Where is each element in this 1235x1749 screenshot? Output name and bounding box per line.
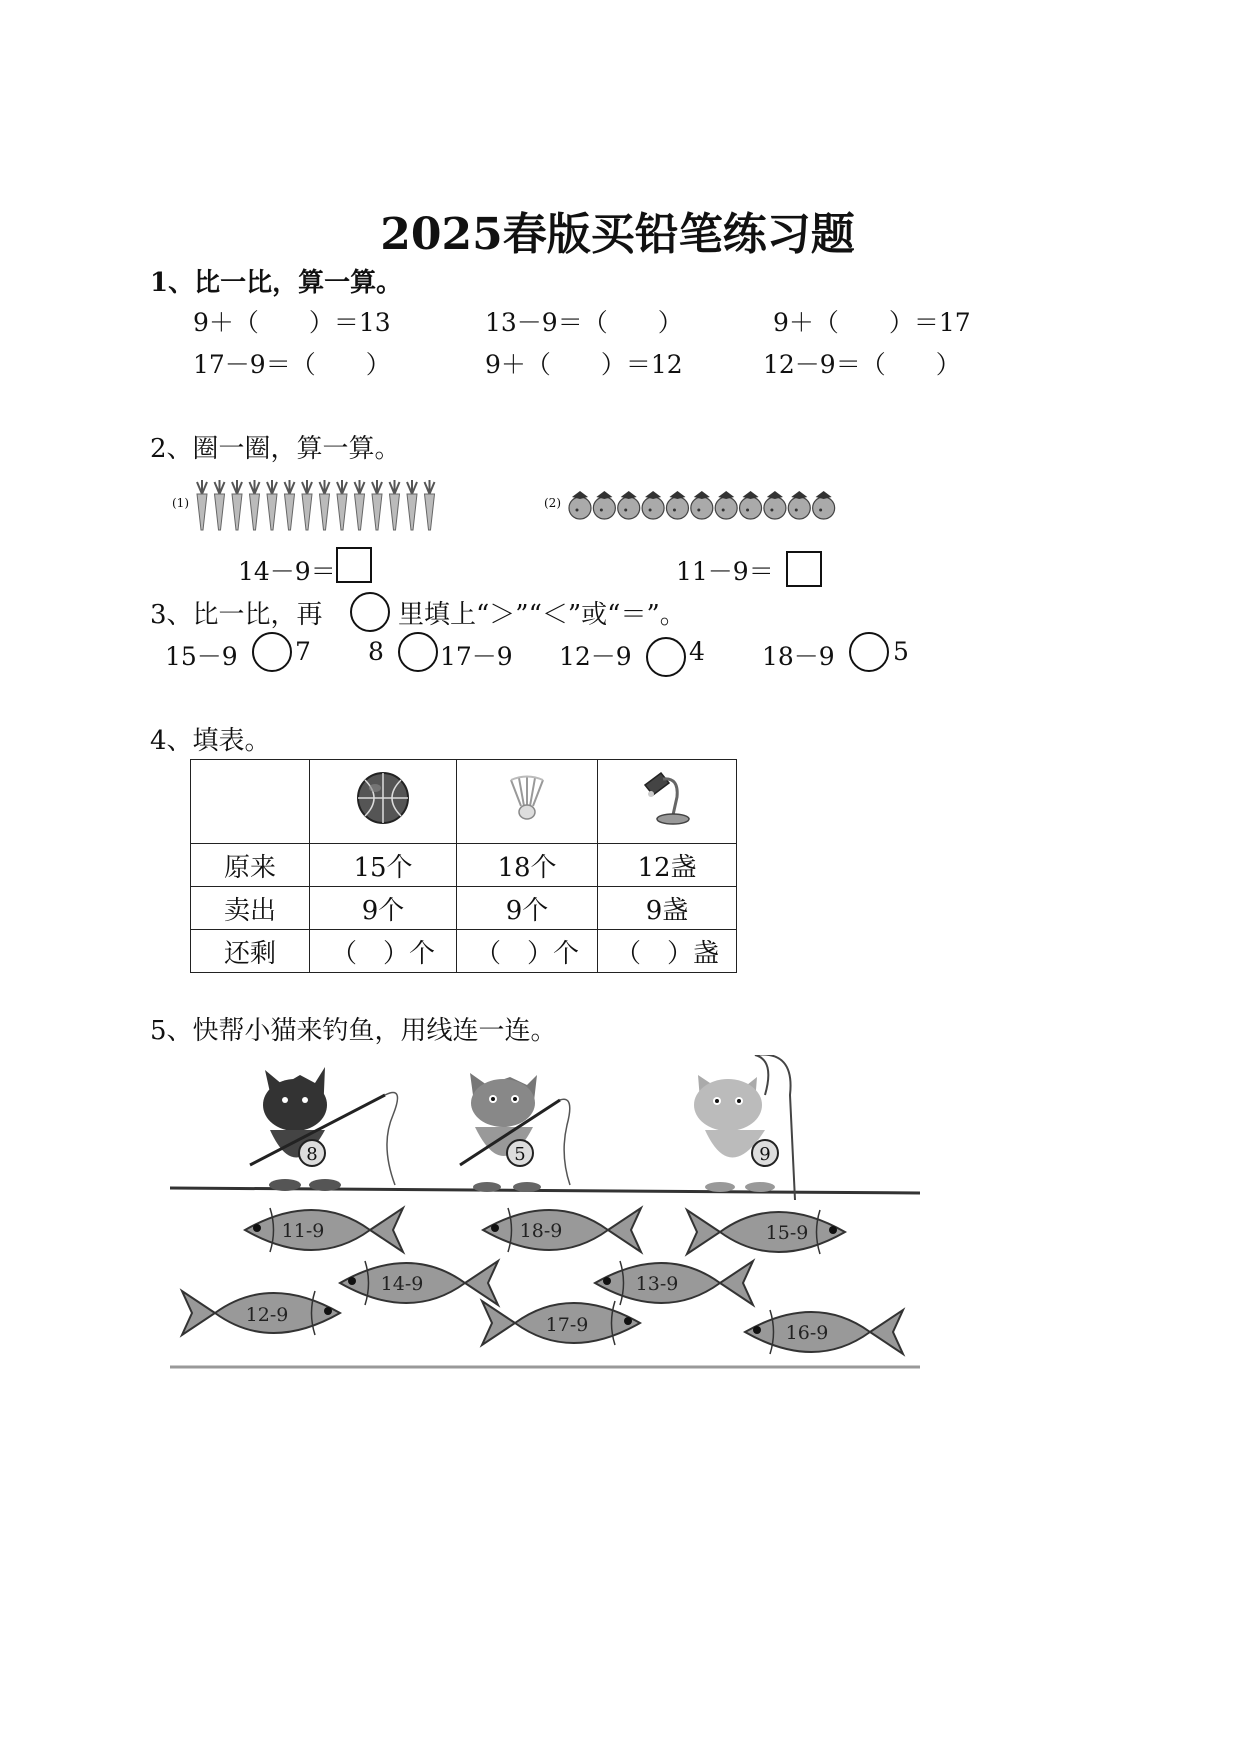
carrot-icon[interactable] (355, 480, 365, 530)
row-label: 卖出 (191, 887, 310, 930)
q1-eq: 12－9＝（ ） (763, 350, 961, 379)
q3-right: 5 (893, 637, 909, 666)
fill-table (190, 759, 737, 973)
answer-box[interactable] (336, 547, 372, 583)
row-label: 原来 (191, 844, 310, 887)
strawberry-icon[interactable] (593, 491, 615, 519)
carrot-icon[interactable] (232, 480, 242, 530)
carrot-icon[interactable] (407, 480, 417, 530)
cat-number: 8 (306, 1144, 318, 1165)
carrot-icon[interactable] (390, 480, 400, 530)
q3-left: 18－9 (762, 642, 835, 671)
answer-cell[interactable]: （ ）盏 (598, 930, 737, 973)
fish-label: 15-9 (765, 1222, 809, 1244)
q1-eq: 9＋（ ）＝17 (773, 308, 971, 337)
fish[interactable] (483, 1208, 641, 1252)
strawberry-icon[interactable] (666, 491, 688, 519)
strawberry-icon[interactable] (788, 491, 810, 519)
q3-heading-end: 里填上“＞”“＜”或“＝”。 (398, 600, 686, 630)
cat-1 (250, 1067, 398, 1191)
table-header-shuttle (457, 760, 598, 844)
table-header-ball (310, 760, 457, 844)
q1-eq: 17－9＝（ ） (193, 350, 391, 379)
carrot-icon[interactable] (372, 480, 382, 530)
fish-label: 14-9 (380, 1273, 424, 1295)
q3-left: 8 (368, 637, 384, 666)
compare-circle[interactable] (646, 637, 686, 677)
fish-label: 18-9 (519, 1220, 563, 1242)
table-cell: 15个 (310, 844, 457, 887)
fish-label: 11-9 (281, 1220, 325, 1242)
carrot-icon[interactable] (337, 480, 347, 530)
q2-eq-1: 14－9＝ (238, 557, 336, 586)
answer-box[interactable] (786, 551, 822, 587)
carrot-icon[interactable] (267, 480, 277, 530)
table-corner (191, 760, 310, 844)
answer-cell[interactable]: （ ）个 (457, 930, 598, 973)
compare-circle[interactable] (849, 632, 889, 672)
q3-heading-start: 3、比一比，再 (150, 600, 323, 630)
fish[interactable] (245, 1208, 403, 1252)
table-cell: 18个 (457, 844, 598, 887)
q2-label-1: (1) (172, 496, 189, 510)
cat-number: 5 (514, 1144, 526, 1165)
carrot-row-icon (196, 480, 446, 532)
fish[interactable] (595, 1261, 753, 1305)
answer-cell[interactable]: （ ）个 (310, 930, 457, 973)
q4-heading: 4、填表。 (150, 726, 271, 756)
row-label: 还剩 (191, 930, 310, 973)
strawberry-icon[interactable] (813, 491, 835, 519)
strawberry-icon[interactable] (740, 491, 762, 519)
cat-2 (460, 1073, 570, 1192)
table-cell: 9个 (310, 887, 457, 930)
q3-right: 7 (295, 637, 311, 666)
table-cell: 12盏 (598, 844, 737, 887)
strawberry-icon[interactable] (691, 491, 713, 519)
carrot-icon[interactable] (302, 480, 312, 530)
carrot-icon[interactable] (215, 480, 225, 530)
q3-left: 15－9 (165, 642, 238, 671)
q2-heading: 2、圈一圈，算一算。 (150, 434, 401, 464)
shuttlecock-icon (505, 774, 549, 822)
fishing-cats-illustration (165, 1055, 925, 1375)
q5-heading: 5、快帮小猫来钓鱼，用线连一连。 (150, 1016, 557, 1046)
page-title: 2025春版买铅笔练习题 (380, 209, 855, 260)
fish-label: 12-9 (245, 1304, 289, 1326)
table-cell: 9盏 (598, 887, 737, 930)
strawberry-icon[interactable] (569, 491, 591, 519)
q3-right: 17－9 (440, 642, 513, 671)
basketball-icon (355, 770, 411, 826)
strawberry-icon[interactable] (642, 491, 664, 519)
table-header-lamp (598, 760, 737, 844)
carrot-icon[interactable] (197, 480, 207, 530)
strawberry-icon[interactable] (618, 491, 640, 519)
carrot-icon[interactable] (425, 480, 435, 530)
cat-3 (694, 1055, 795, 1200)
fish-label: 13-9 (635, 1273, 679, 1295)
compare-circle[interactable] (398, 632, 438, 672)
cat-number: 9 (759, 1144, 771, 1165)
q2-label-2: (2) (544, 496, 561, 510)
q1-heading: 1、比一比，算一算。 (150, 268, 403, 298)
q1-eq: 9＋（ ）＝13 (193, 308, 391, 337)
fish-label: 17-9 (545, 1314, 589, 1336)
q3-left: 12－9 (559, 642, 632, 671)
fish-label: 16-9 (785, 1322, 829, 1344)
fish[interactable] (745, 1310, 903, 1354)
q1-eq: 13－9＝（ ） (485, 308, 683, 337)
compare-circle[interactable] (252, 632, 292, 672)
fish[interactable] (340, 1261, 498, 1305)
compare-circle-sample (350, 592, 390, 632)
carrot-icon[interactable] (285, 480, 295, 530)
strawberry-icon[interactable] (715, 491, 737, 519)
carrot-icon[interactable] (320, 480, 330, 530)
strawberry-icon[interactable] (764, 491, 786, 519)
desk-lamp-icon (639, 767, 695, 829)
q2-eq-2: 11－9＝ (676, 557, 774, 586)
q1-eq: 9＋（ ）＝12 (485, 350, 683, 379)
apple-row-icon (566, 486, 846, 522)
q3-right: 4 (689, 637, 705, 666)
table-cell: 9个 (457, 887, 598, 930)
carrot-icon[interactable] (250, 480, 260, 530)
